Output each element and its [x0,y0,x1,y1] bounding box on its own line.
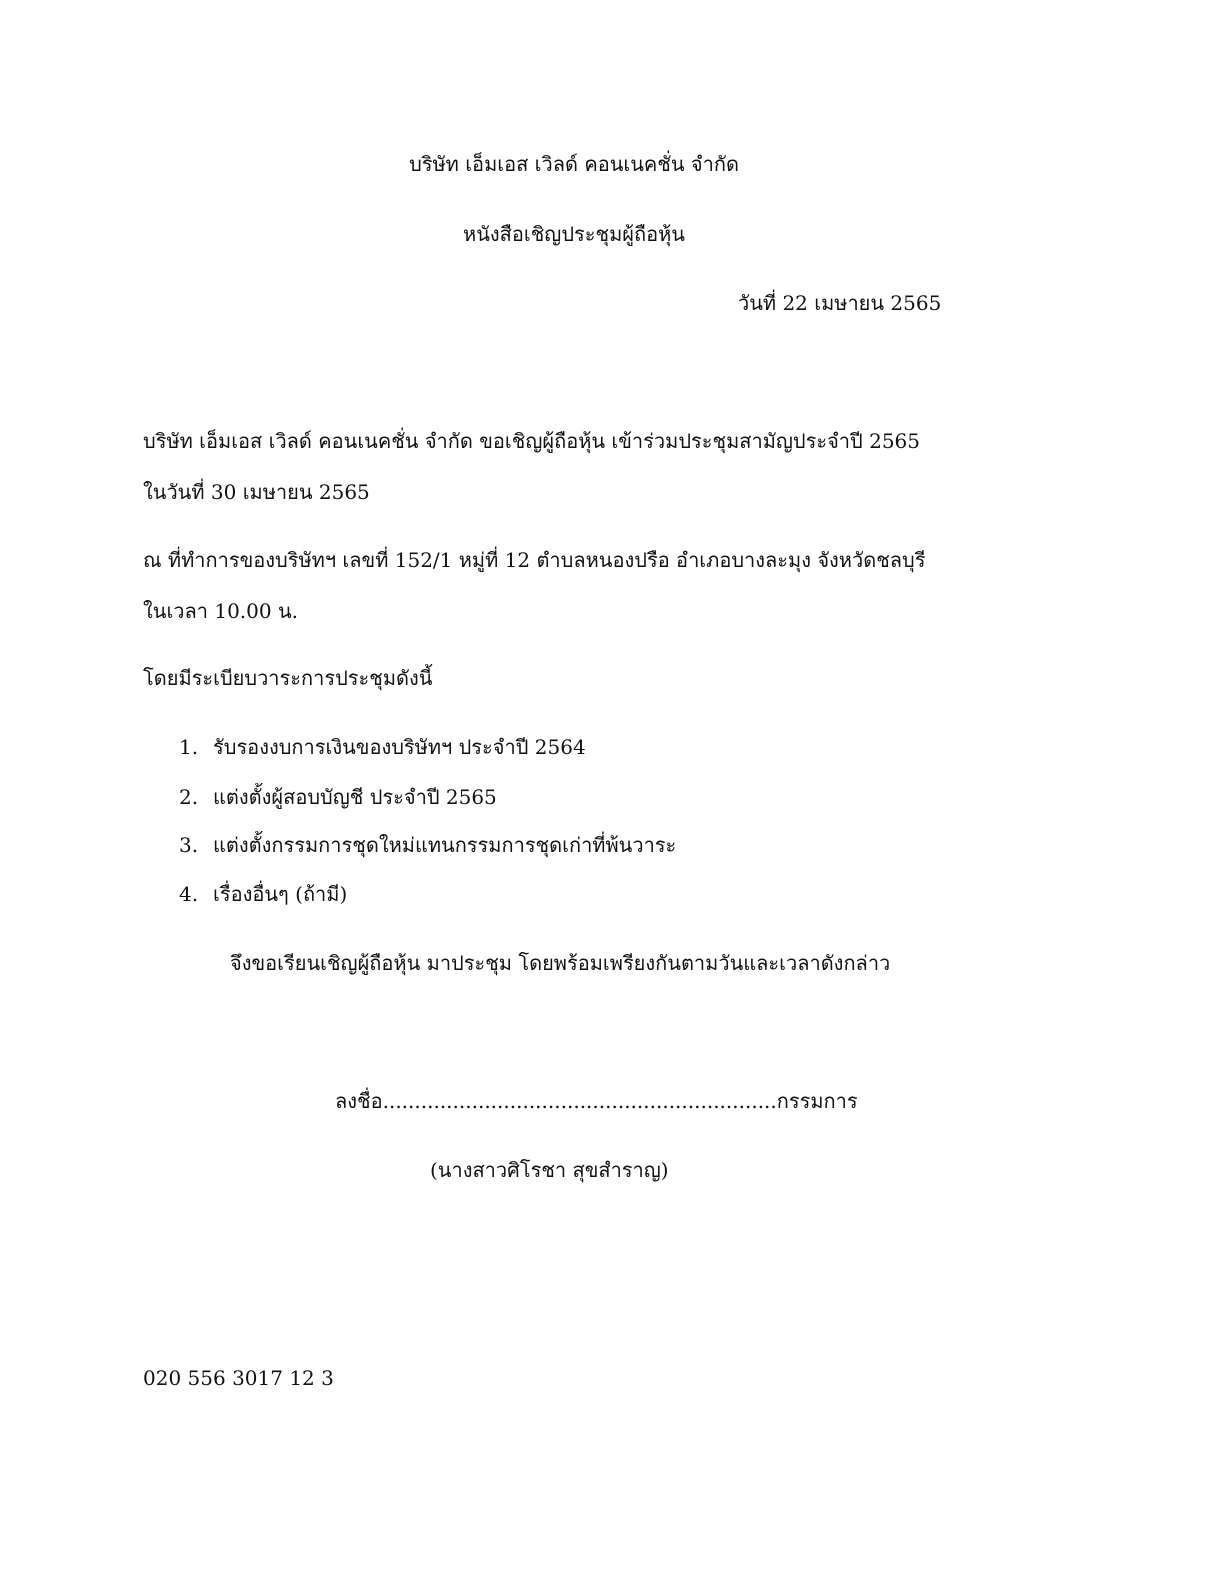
agenda-item-text: แต่งตั้งกรรมการชุดใหม่แทนกรรมการชุดเก่าที่พ้นวาระ [213,833,677,857]
company-title: บริษัท เอ็มเอส เวิลด์ คอนเนคชั่น จำกัด [409,152,739,176]
registration-number: 020 556 3017 12 3 [143,1366,334,1390]
closing-statement: จึงขอเรียนเชิญผู้ถือหุ้น มาประชุม โดยพร้อมเพรียงกันตามวันและเวลาดังกล่าว [230,951,891,975]
document-date: วันที่ 22 เมษายน 2565 [738,291,942,315]
agenda-item [179,783,497,811]
agenda-item-number: 1. [179,735,199,759]
location-paragraph-line-2: ในเวลา 10.00 น. [143,599,298,623]
invitation-paragraph-line-2: ในวันที่ 30 เมษายน 2565 [143,480,370,504]
agenda-item-text: รับรองงบการเงินของบริษัทฯ ประจำปี 2564 [213,735,586,759]
agenda-item-number: 2. [179,785,199,809]
signature-line: ลงชื่อ..............................................................กรรมการ [335,1089,858,1113]
agenda-item [179,880,347,908]
document-title: หนังสือเชิญประชุมผู้ถือหุ้น [463,222,685,246]
agenda-item-text: แต่งตั้งผู้สอบบัญชี ประจำปี 2565 [213,785,497,809]
agenda-intro: โดยมีระเบียบวาระการประชุมดังนี้ [143,666,433,690]
agenda-item-number: 3. [179,833,199,857]
agenda-item-text: เรื่องอื่นๆ (ถ้ามี) [213,882,348,906]
signer-name: (นางสาวศิโรชา สุขสำราญ) [430,1158,669,1182]
agenda-item [179,831,676,859]
agenda-item [179,733,586,761]
invitation-paragraph-line-1: บริษัท เอ็มเอส เวิลด์ คอนเนคชั่น จำกัด ขอเชิญผู้ถือหุ้น เข้าร่วมประชุมสามัญประจำปี 2565 [143,429,920,453]
location-paragraph-line-1: ณ ที่ทำการของบริษัทฯ เลขที่ 152/1 หมู่ที่ 12 ตำบลหนองปรือ อำเภอบางละมุง จังหวัดชลบุรี [143,548,926,572]
agenda-item-number: 4. [179,882,199,906]
